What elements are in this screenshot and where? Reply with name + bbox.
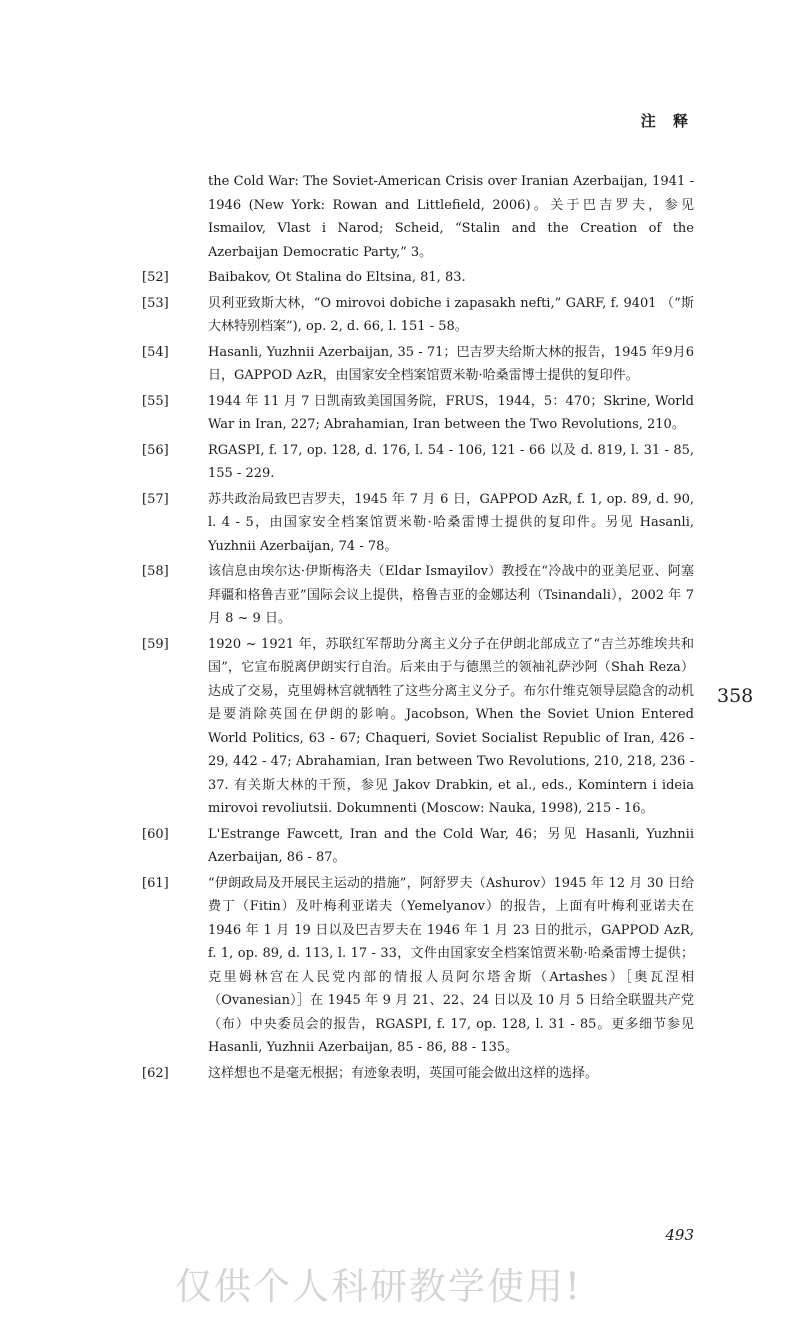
note-text: 苏共政治局致巴吉罗夫，1945 年 7 月 6 日，GAPPOD AzR, f. 1, op. 89, d. 90, l. 4 - 5，由国家安全档案馆贾米勒·哈桑雷博士提供的复印件。另见 Hasanli, Yuzhnii Azerbaijan, 74 - 78。 [208, 491, 694, 554]
note-number: [60] [142, 826, 169, 842]
note-item [142, 266, 694, 290]
note-continuation: the Cold War: The Soviet-American Crisis over Iranian Azerbaijan, 1941 - 1946 (New York: Rowan and Littlefield, 2006)。关于巴吉罗夫，参见 Ismailov, Vlast i Narod; Scheid, “Stalin and the Creation of the Azerbaijan Democratic Party,” 3。 [208, 174, 694, 260]
note-item [142, 341, 694, 388]
note-item [142, 633, 694, 821]
note-item [142, 560, 694, 631]
note-number: [61] [142, 875, 169, 891]
note-text: L'Estrange Fawcett, Iran and the Cold War, 46；另见 Hasanli, Yuzhnii Azerbaijan, 86 - 87。 [208, 826, 694, 865]
note-item [142, 292, 694, 339]
note-number: [56] [142, 442, 169, 458]
note-number: [58] [142, 564, 169, 579]
running-header: 注 释 [640, 112, 694, 130]
note-text: 这样想也不是毫无根据；有迹象表明，英国可能会做出这样的选择。 [208, 1065, 599, 1081]
note-item [142, 390, 694, 437]
note-number: [54] [142, 344, 169, 360]
note-item [142, 439, 694, 486]
note-text: 1920 ~ 1921 年，苏联红军帮助分离主义分子在伊朗北部成立了“吉兰苏维埃共和国”，它宣布脱离伊朗实行自治。后来由于与德黑兰的领袖礼萨沙阿（Shah Reza）达成了交易，克里姆林宫就牺牲了这些分离主义分子。布尔什维克领导层隐含的动机是要消除英国在伊朗的影响。Jacobson, When the Soviet Union Entered World Politics, 63 - 67; Chaqueri, Soviet Socialist Republic of Iran, 426 - 29, 442 - 47; Abrahamian, Iran between Two Revolutions, 210, 218, 236 - 37. 有关斯大林的干预，参见 Jakov Drabkin, et al., eds., Komintern i ideia mirovoi revoliutsii. Dokumnenti (Moscow: Nauka, 1998), 215 - 16。 [208, 636, 694, 816]
note-text: RGASPI, f. 17, op. 128, d. 176, l. 54 - 106, 121 - 66 以及 d. 819, l. 31 - 85, 155 - 229. [208, 442, 694, 481]
note-number: [53] [142, 295, 169, 311]
note-number: [52] [142, 270, 169, 285]
notes-section [142, 170, 694, 1085]
note-number: [62] [142, 1065, 169, 1081]
note-number: [57] [142, 491, 169, 507]
note-item [142, 872, 694, 1060]
original-page-marker: 358 [717, 685, 754, 707]
note-item [142, 488, 694, 559]
page-number: 493 [665, 1226, 694, 1244]
note-text: “伊朗政局及开展民主运动的措施”，阿舒罗夫（Ashurov）1945 年 12 月 30 日给费丁（Fitin）及叶梅利亚诺夫（Yemelyanov）的报告，上面有叶梅利亚诺夫在 1946 年 1 月 19 日以及巴吉罗夫在 1946 年 1 月 23 日的批示，GAPPOD AzR, f. 1, op. 89, d. 113, l. 17 - 33，文件由国家安全档案馆贾米勒·哈桑雷博士提供；克里姆林宫在人民党内部的情报人员阿尔塔舍斯（Artashes）［奥瓦涅相（Ovanesian）］在 1945 年 9 月 21、22、24 日以及 10 月 5 日给全联盟共产党（布）中央委员会的报告，RGASPI, f. 17, op. 128, l. 31 - 85。更多细节参见 Hasanli, Yuzhnii Azerbaijan, 85 - 86, 88 - 135。 [208, 875, 694, 1055]
note-item [142, 1062, 694, 1086]
note-text: 1944 年 11 月 7 日凯南致美国国务院，FRUS，1944，5：470；Skrine, World War in Iran, 227; Abrahamian, Iran between the Two Revolutions, 210。 [208, 393, 694, 432]
note-number: [55] [142, 393, 169, 409]
note-text: 该信息由埃尔达·伊斯梅洛夫（Eldar Ismayilov）教授在“冷战中的亚美尼亚、阿塞拜疆和格鲁吉亚”国际会议上提供，格鲁吉亚的金娜达利（Tsinandali），2002 年 7 月 8 ~ 9 日。 [208, 564, 694, 626]
note-item [142, 823, 694, 870]
note-text: Hasanli, Yuzhnii Azerbaijan, 35 - 71；巴吉罗夫给斯大林的报告，1945 年9月6日，GAPPOD AzR，由国家安全档案馆贾米勒·哈桑雷博士提供的复印件。 [208, 344, 694, 383]
note-text: Baibakov, Ot Stalina do Eltsina, 81, 83. [208, 270, 466, 285]
watermark: 仅供个人科研教学使用! [175, 1265, 582, 1308]
note-number: [59] [142, 636, 169, 652]
note-text: 贝利亚致斯大林，“O mirovoi dobiche i zapasakh nefti,” GARF, f. 9401 （“斯大林特别档案”), op. 2, d. 66, l. 151 - 58。 [208, 295, 694, 334]
